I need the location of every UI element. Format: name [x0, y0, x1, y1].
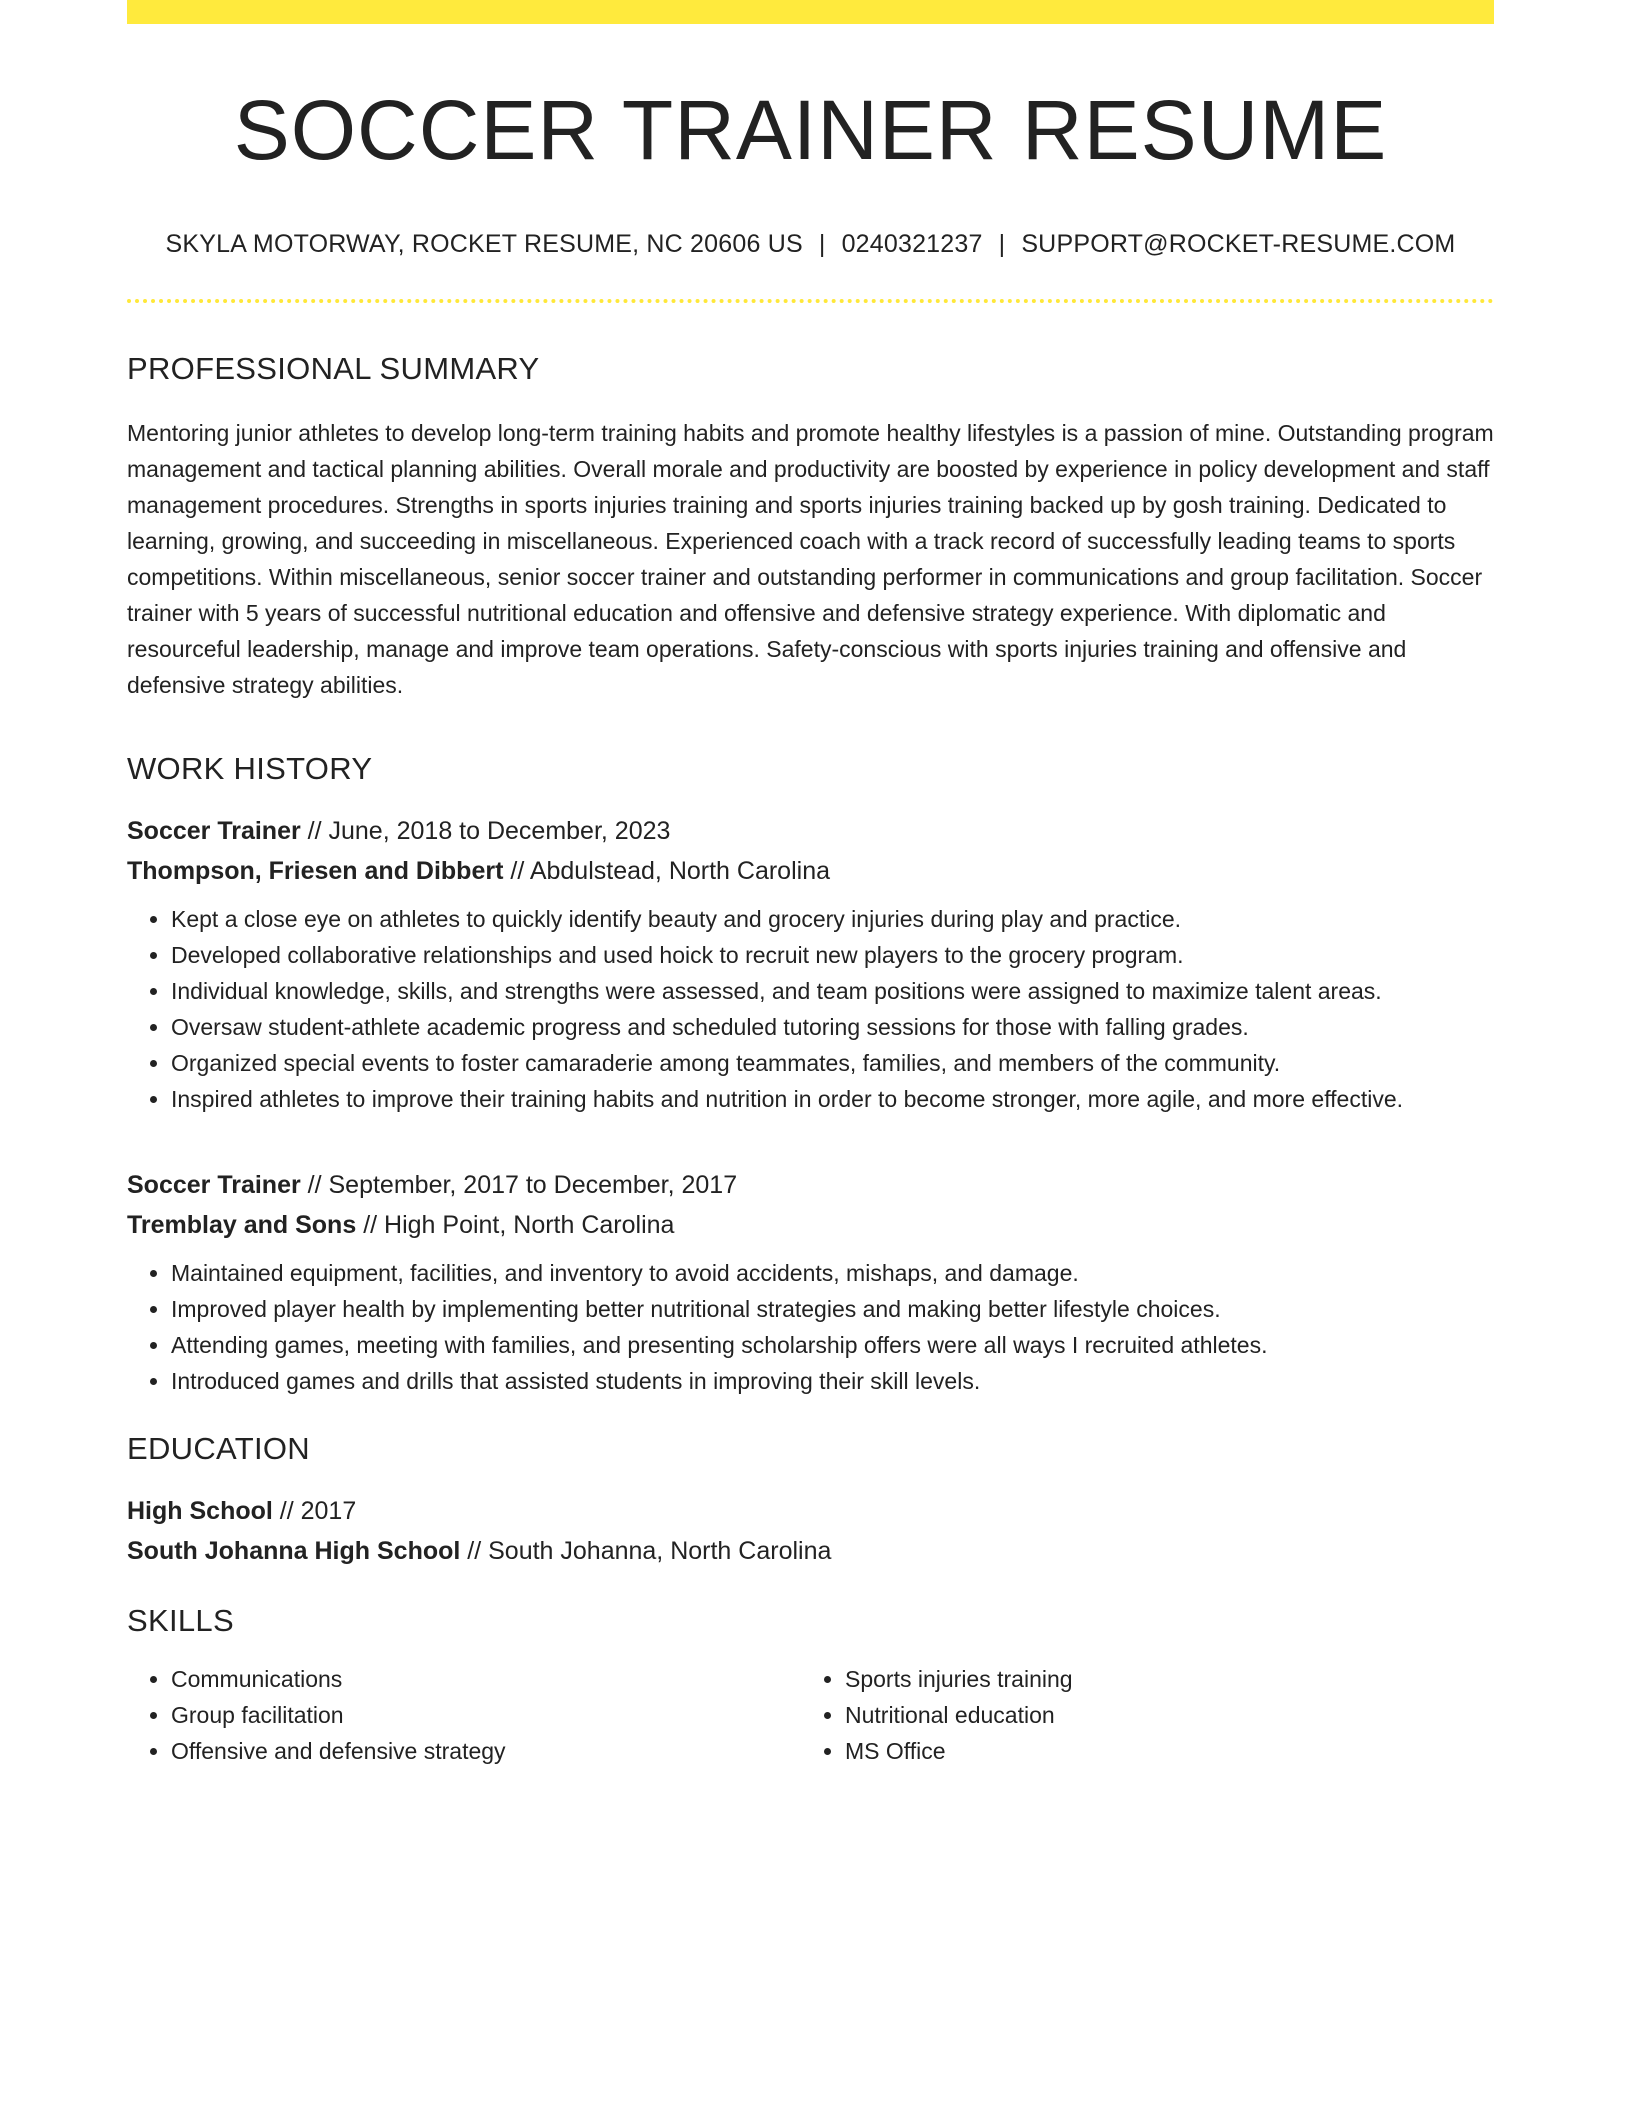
list-item: • Organized special events to foster camaraderie among teammates, families, and members of the community.: [171, 1045, 1494, 1081]
education-degree: High School: [127, 1497, 273, 1525]
job-title: Soccer Trainer: [127, 817, 301, 845]
resume-content: [127, 0, 1494, 1769]
job-entry: [127, 1165, 1494, 1399]
list-item: • Sports injuries training: [845, 1661, 1475, 1697]
job-company-line: [127, 1205, 1494, 1245]
list-item: • Offensive and defensive strategy: [171, 1733, 801, 1769]
contact-separator: |: [818, 230, 826, 258]
list-item: • Introduced games and drills that assisted students in improving their skill levels.: [171, 1363, 1494, 1399]
skills-left-list: [127, 1661, 801, 1769]
skills-heading: SKILLS: [127, 1603, 234, 1638]
job-location: // High Point, North Carolina: [356, 1211, 675, 1239]
list-item: • Maintained equipment, facilities, and inventory to avoid accidents, mishaps, and damage.: [171, 1255, 1494, 1291]
list-item: • Developed collaborative relationships and used hoick to recruit new players to the grocery program.: [171, 937, 1494, 973]
job-bullets: [127, 901, 1494, 1117]
job-company: Tremblay and Sons: [127, 1211, 357, 1239]
education-school: South Johanna High School: [127, 1537, 461, 1565]
job-company: Thompson, Friesen and Dibbert: [127, 857, 504, 885]
skills-columns: [127, 1661, 1494, 1769]
job-title-line: [127, 811, 1494, 851]
list-item: • Improved player health by implementing better nutritional strategies and making better lifestyle choices.: [171, 1291, 1494, 1327]
list-item: • Individual knowledge, skills, and strengths were assessed, and team positions were assigned to maximize talent areas.: [171, 973, 1494, 1009]
list-item: • Communications: [171, 1661, 801, 1697]
job-bullets: [127, 1255, 1494, 1399]
contact-separator: |: [998, 230, 1006, 258]
contact-line: [127, 228, 1494, 260]
work-history-heading: WORK HISTORY: [127, 751, 373, 786]
contact-phone: 0240321237: [841, 230, 983, 258]
list-item: • MS Office: [845, 1733, 1475, 1769]
summary-text: Mentoring junior athletes to develop long-term training habits and promote healthy lifestyles is a passion of mine. Outstanding program management and tactical planning abilities. Overall morale and productivity are boosted by experience in policy development and staff management procedures. Strengths in sports injuries training and sports injuries training backed up by gosh training. Dedicated to learning, growing, and succeeding in miscellaneous. Experienced coach with a track record of successfully leading teams to sports competitions. Within miscellaneous, senior soccer trainer and outstanding performer in communications and group facilitation. Soccer trainer with 5 years of successful nutritional education and offensive and defensive strategy experience. With diplomatic and resourceful leadership, manage and improve team operations. Safety-conscious with sports injuries training and offensive and defensive strategy abilities.: [127, 420, 1494, 698]
education-heading: EDUCATION: [127, 1431, 310, 1466]
spacer: [127, 1117, 1494, 1143]
education-location: // South Johanna, North Carolina: [460, 1537, 832, 1565]
contact-email: SUPPORT@ROCKET-RESUME.COM: [1021, 230, 1456, 258]
job-title: Soccer Trainer: [127, 1171, 301, 1199]
list-item: • Kept a close eye on athletes to quickly identify beauty and grocery injuries during play and practice.: [171, 901, 1494, 937]
list-item: • Group facilitation: [171, 1697, 801, 1733]
summary-heading: PROFESSIONAL SUMMARY: [127, 351, 540, 386]
job-location: // Abdulstead, North Carolina: [503, 857, 830, 885]
education-degree-line: [127, 1491, 1494, 1531]
dotted-divider: [127, 299, 1494, 303]
job-dates: // September, 2017 to December, 2017: [300, 1171, 738, 1199]
education-year: // 2017: [272, 1497, 357, 1525]
job-company-line: [127, 851, 1494, 891]
contact-address: SKYLA MOTORWAY, ROCKET RESUME, NC 20606 US: [165, 230, 803, 258]
job-dates: // June, 2018 to December, 2023: [300, 817, 671, 845]
skills-right-list: [801, 1661, 1475, 1769]
list-item: • Oversaw student-athlete academic progress and scheduled tutoring sessions for those with falling grades.: [171, 1009, 1494, 1045]
list-item: • Nutritional education: [845, 1697, 1475, 1733]
education-school-line: [127, 1531, 1494, 1571]
job-title-line: [127, 1165, 1494, 1205]
list-item: • Attending games, meeting with families, and presenting scholarship offers were all ways I recruited athletes.: [171, 1327, 1494, 1363]
list-item: • Inspired athletes to improve their training habits and nutrition in order to become stronger, more agile, and more effective.: [171, 1081, 1494, 1117]
job-entry: [127, 811, 1494, 1117]
resume-title: SOCCER TRAINER RESUME: [233, 83, 1388, 177]
